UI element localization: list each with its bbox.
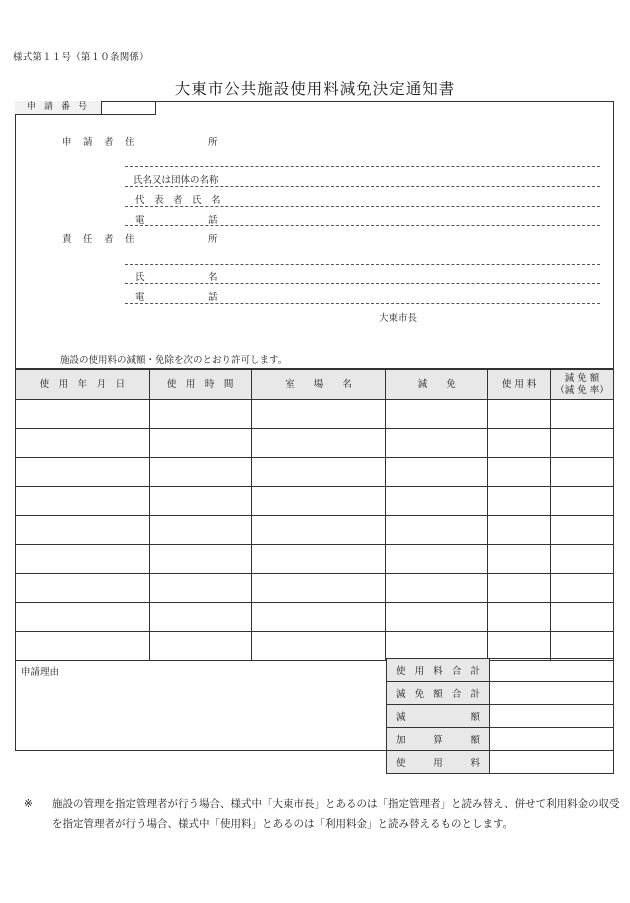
total-label-reduction: 減 額 — [396, 712, 480, 723]
total-row — [387, 659, 614, 682]
total-row — [387, 705, 614, 728]
footnote — [24, 794, 620, 834]
room-name-cell[interactable] — [251, 545, 386, 574]
usage-time-cell[interactable] — [149, 632, 251, 661]
usage-date-cell[interactable] — [16, 429, 150, 458]
responsible-address-line — [125, 264, 600, 265]
reason-box[interactable] — [15, 658, 387, 751]
total-row — [387, 682, 614, 705]
total-label-reduction-total: 減 免 額 合 計 — [396, 689, 480, 700]
applicant-phone-line — [125, 225, 600, 226]
col-usage-time: 使 用 時 間 — [149, 370, 251, 400]
total-value-addition[interactable] — [490, 728, 614, 751]
applicant-address-line — [125, 166, 600, 167]
usage-time-cell[interactable] — [149, 429, 251, 458]
reduction-cell[interactable] — [386, 545, 488, 574]
usage-fee-cell[interactable] — [488, 458, 551, 487]
usage-time-cell[interactable] — [149, 603, 251, 632]
col-reduction-amount-line1: 減 免 額 — [564, 372, 600, 384]
total-value-reduction[interactable] — [490, 705, 614, 728]
usage-fee-cell[interactable] — [488, 574, 551, 603]
total-row — [387, 751, 614, 774]
responsible-phone-label-b: 話 — [208, 292, 218, 303]
usage-date-cell[interactable] — [16, 545, 150, 574]
total-label-addition: 加 算 額 — [396, 735, 480, 746]
usage-row — [16, 487, 614, 516]
room-name-cell[interactable] — [251, 516, 386, 545]
reduction-amount-cell[interactable] — [551, 603, 614, 632]
room-name-cell[interactable] — [251, 429, 386, 458]
usage-row — [16, 516, 614, 545]
room-name-cell[interactable] — [251, 603, 386, 632]
total-value-usage-fee[interactable] — [490, 751, 614, 774]
usage-fee-cell[interactable] — [488, 516, 551, 545]
col-room-name: 室 場 名 — [251, 370, 386, 400]
room-name-cell[interactable] — [251, 632, 386, 661]
usage-fee-cell[interactable] — [488, 603, 551, 632]
usage-fee-cell[interactable] — [488, 400, 551, 429]
usage-row — [16, 603, 614, 632]
usage-row — [16, 458, 614, 487]
usage-date-cell[interactable] — [16, 516, 150, 545]
usage-row — [16, 400, 614, 429]
org-name-line — [125, 186, 600, 187]
issuer-name: 大東市長 — [379, 313, 418, 324]
col-reduction: 減 免 — [386, 370, 488, 400]
reduction-amount-cell[interactable] — [551, 487, 614, 516]
applicant-phone-label-b: 話 — [208, 215, 218, 226]
reduction-cell[interactable] — [386, 632, 488, 661]
usage-time-cell[interactable] — [149, 487, 251, 516]
usage-row — [16, 429, 614, 458]
form-number: 様式第１１号（第１０条関係） — [13, 52, 149, 63]
reduction-cell[interactable] — [386, 487, 488, 516]
room-name-cell[interactable] — [251, 458, 386, 487]
usage-table — [15, 369, 614, 661]
usage-fee-cell[interactable] — [488, 429, 551, 458]
responsible-name-line — [125, 283, 600, 284]
applicant-address-suffix: 所 — [208, 137, 218, 148]
note-mark: ※ — [24, 798, 33, 810]
room-name-cell[interactable] — [251, 400, 386, 429]
usage-row — [16, 545, 614, 574]
usage-time-cell[interactable] — [149, 516, 251, 545]
reduction-cell[interactable] — [386, 603, 488, 632]
responsible-label: 責 任 者 住 — [62, 234, 136, 245]
total-value-reduction-total[interactable] — [490, 682, 614, 705]
reduction-amount-cell[interactable] — [551, 632, 614, 661]
document-title: 大東市公共施設使用料減免決定通知書 — [174, 80, 456, 98]
total-label-usage-fee: 使 用 料 — [396, 758, 480, 769]
rep-name-line — [125, 206, 600, 207]
usage-date-cell[interactable] — [16, 632, 150, 661]
responsible-name-label-b: 名 — [208, 272, 218, 283]
reduction-amount-cell[interactable] — [551, 574, 614, 603]
responsible-address-suffix: 所 — [208, 234, 218, 245]
reduction-amount-cell[interactable] — [551, 516, 614, 545]
usage-fee-cell[interactable] — [488, 632, 551, 661]
responsible-phone-line — [125, 303, 600, 304]
usage-time-cell[interactable] — [149, 574, 251, 603]
rep-name-label: 代 表 者 氏 名 — [135, 195, 221, 206]
responsible-name-label-a: 氏 — [135, 272, 145, 283]
reduction-amount-cell[interactable] — [551, 545, 614, 574]
note-text: 施設の管理を指定管理者が行う場合、様式中「大東市長」とあるのは「指定管理者」と読み替え、併せて利用料金の収受を指定管理者が行う場合、様式中「使用料」とあるのは「利用料金」と読み替えるものとします。 — [52, 798, 620, 830]
reduction-cell[interactable] — [386, 458, 488, 487]
usage-date-cell[interactable] — [16, 458, 150, 487]
applicant-phone-label-a: 電 — [135, 215, 145, 226]
reduction-amount-cell[interactable] — [551, 429, 614, 458]
usage-date-cell[interactable] — [16, 487, 150, 516]
usage-fee-cell[interactable] — [488, 545, 551, 574]
usage-date-cell[interactable] — [16, 400, 150, 429]
usage-row — [16, 632, 614, 661]
col-usage-date: 使 用 年 月 日 — [16, 370, 150, 400]
total-row — [387, 728, 614, 751]
usage-date-cell[interactable] — [16, 603, 150, 632]
applicant-label: 申 請 者 住 — [62, 137, 136, 148]
col-reduction-amount-line2: （減 免 率） — [555, 384, 609, 396]
totals-table — [386, 658, 614, 774]
usage-time-cell[interactable] — [149, 545, 251, 574]
reduction-cell[interactable] — [386, 574, 488, 603]
reduction-cell[interactable] — [386, 400, 488, 429]
reduction-amount-cell[interactable] — [551, 458, 614, 487]
room-name-cell[interactable] — [251, 487, 386, 516]
usage-time-cell[interactable] — [149, 458, 251, 487]
reduction-amount-cell[interactable] — [551, 400, 614, 429]
usage-table-header — [16, 370, 614, 400]
usage-fee-cell[interactable] — [488, 487, 551, 516]
reduction-cell[interactable] — [386, 516, 488, 545]
room-name-cell[interactable] — [251, 574, 386, 603]
org-name-label: 氏名又は団体の名称 — [133, 175, 219, 186]
usage-row — [16, 574, 614, 603]
col-reduction-amount — [551, 370, 614, 400]
reason-label: 申請理由 — [21, 667, 60, 678]
responsible-phone-label-a: 電 — [135, 292, 145, 303]
reduction-cell[interactable] — [386, 429, 488, 458]
application-number-label: 申請番号 — [15, 101, 102, 115]
application-number-field[interactable] — [102, 101, 156, 115]
usage-time-cell[interactable] — [149, 400, 251, 429]
col-usage-fee: 使 用 料 — [488, 370, 551, 400]
total-value-fee-total[interactable] — [490, 659, 614, 682]
usage-date-cell[interactable] — [16, 574, 150, 603]
total-label-fee-total: 使 用 料 合 計 — [396, 666, 480, 677]
permit-statement: 施設の使用料の減額・免除を次のとおり許可します。 — [60, 355, 288, 366]
